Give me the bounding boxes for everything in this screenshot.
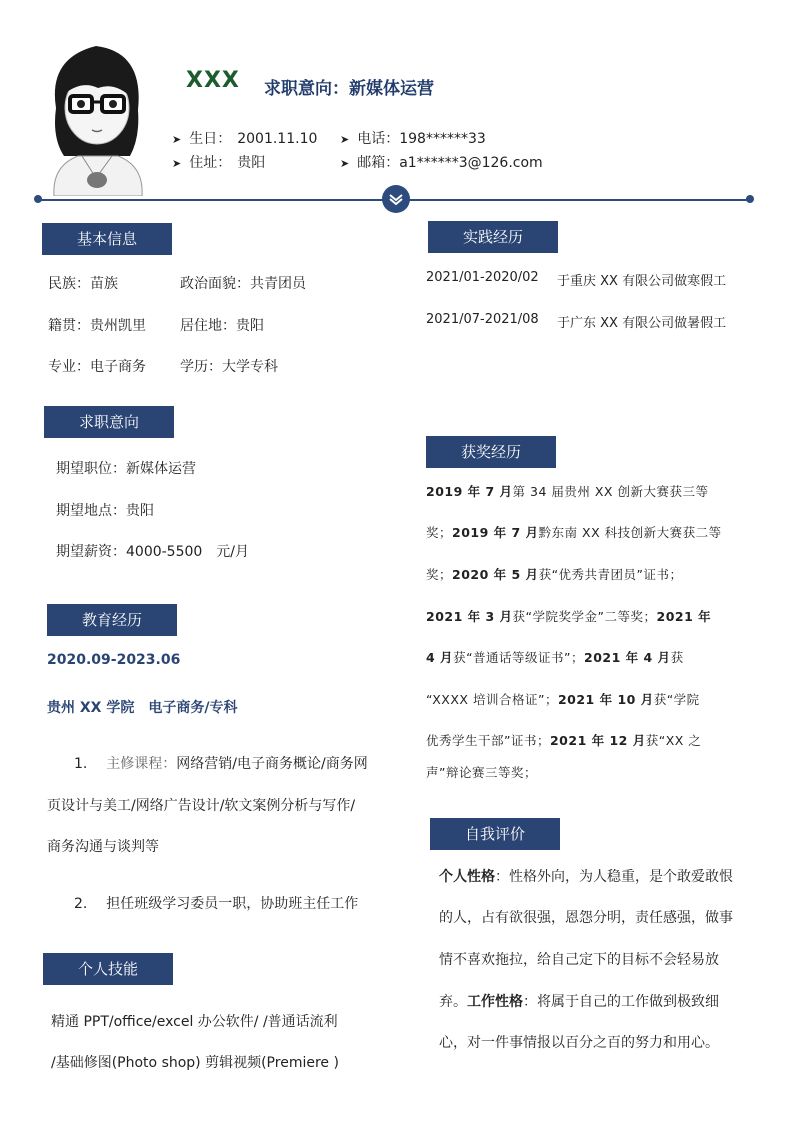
award-line: 2021 年 3 月获“学院奖学金”二等奖；2021 年: [426, 609, 712, 624]
phone-label: 电话：: [357, 131, 400, 147]
phone-row: [340, 128, 486, 148]
ethnicity: 民族：苗族: [48, 276, 118, 292]
address-row: [172, 152, 265, 172]
divider-dot-right: [746, 195, 754, 203]
email-label: 邮箱：: [357, 155, 400, 171]
job-intent-section-heading: 求职意向: [44, 406, 174, 438]
education-school: 贵州 XX 学院 电子商务/专科: [47, 700, 238, 716]
arrow-icon: ➤: [172, 133, 182, 146]
birthday-label: 生日：: [189, 131, 232, 147]
birthday-value: 2001.11.10: [237, 131, 318, 147]
self-eval-line: 个人性格：性格外向，为人稳重，是个敢爱敢恨: [439, 869, 733, 885]
self-eval-line: 弃。工作性格：将属于自己的工作做到极致细: [439, 994, 719, 1010]
course-line-3: 商务沟通与谈判等: [47, 839, 159, 855]
expected-salary: 期望薪资：4000-5500 元/月: [56, 544, 250, 560]
practice-desc: 于广东 XX 有限公司做暑假工: [557, 316, 727, 331]
email-value: a1******3@126.com: [399, 155, 543, 171]
award-line: 优秀学生干部”证书；2021 年 12 月获“XX 之: [426, 733, 702, 748]
address-label: 住址：: [189, 155, 232, 171]
political-status: 政治面貌：共青团员: [180, 276, 306, 292]
skills-heading: 个人技能: [43, 953, 173, 985]
candidate-name: XXX: [186, 68, 240, 93]
list-number: 1.: [74, 756, 88, 772]
award-line: 4 月获“普通话等级证书”；2021 年 4 月获: [426, 650, 684, 665]
duty-text: 担任班级学习委员一职，协助班主任工作: [106, 896, 359, 912]
practice-heading: 实践经历: [428, 221, 558, 253]
course-line-2: 页设计与美工/网络广告设计/软文案例分析与写作/: [47, 798, 356, 814]
award-line: “XXXX 培训合格证”；2021 年 10 月获“学院: [426, 692, 700, 707]
phone-value: 198******33: [399, 131, 486, 147]
education-period: 2020.09-2023.06: [47, 652, 181, 668]
course-line-1: 网络营销/电子商务概论/商务网: [176, 756, 368, 772]
duty-item: [74, 893, 358, 913]
native-place: 籍贯：贵州凯里: [48, 318, 146, 334]
chevron-down-icon: [382, 185, 410, 213]
address-value: 贵阳: [237, 155, 266, 171]
awards-heading: 获奖经历: [426, 436, 556, 468]
practice-desc: 于重庆 XX 有限公司做寒假工: [557, 274, 727, 289]
job-intent-heading: 求职意向：新媒体运营: [264, 79, 434, 99]
course-item: [74, 753, 368, 773]
award-line: 奖；2019 年 7 月黔东南 XX 科技创新大赛获二等: [426, 525, 722, 540]
education-heading: 教育经历: [47, 604, 177, 636]
course-label: 主修课程：: [106, 756, 177, 772]
award-line: 2019 年 7 月第 34 届贵州 XX 创新大赛获三等: [426, 484, 709, 499]
basic-info-heading: 基本信息: [42, 223, 172, 255]
award-line: 声”辩论赛三等奖；: [426, 765, 537, 780]
self-eval-line: 的人，占有欲很强，恩怨分明，责任感强，做事: [439, 910, 733, 926]
practice-period: 2021/01-2020/02: [426, 270, 539, 285]
residence: 居住地：贵阳: [180, 318, 264, 334]
arrow-icon: ➤: [340, 133, 350, 146]
expected-location: 期望地点：贵阳: [56, 503, 154, 519]
self-eval-line: 心，对一件事情报以百分之百的努力和用心。: [439, 1035, 719, 1051]
birthday-row: [172, 128, 317, 148]
education-level: 学历：大学专科: [180, 359, 278, 375]
practice-period: 2021/07-2021/08: [426, 312, 539, 327]
award-line: 奖；2020 年 5 月获“优秀共青团员”证书；: [426, 567, 683, 582]
self-eval-line: 情不喜欢拖拉，给自己定下的目标不会轻易放: [439, 952, 719, 968]
major: 专业：电子商务: [48, 359, 146, 375]
avatar: [34, 38, 160, 196]
email-row: [340, 152, 543, 172]
self-eval-heading: 自我评价: [430, 818, 560, 850]
arrow-icon: ➤: [340, 157, 350, 170]
divider-dot-left: [34, 195, 42, 203]
skills-line-1: 精通 PPT/office/excel 办公软件/ /普通话流利: [51, 1014, 338, 1030]
arrow-icon: ➤: [172, 157, 182, 170]
skills-line-2: /基础修图(Photo shop) 剪辑视频(Premiere ): [51, 1055, 339, 1071]
expected-position: 期望职位：新媒体运营: [56, 461, 196, 477]
list-number: 2.: [74, 896, 88, 912]
